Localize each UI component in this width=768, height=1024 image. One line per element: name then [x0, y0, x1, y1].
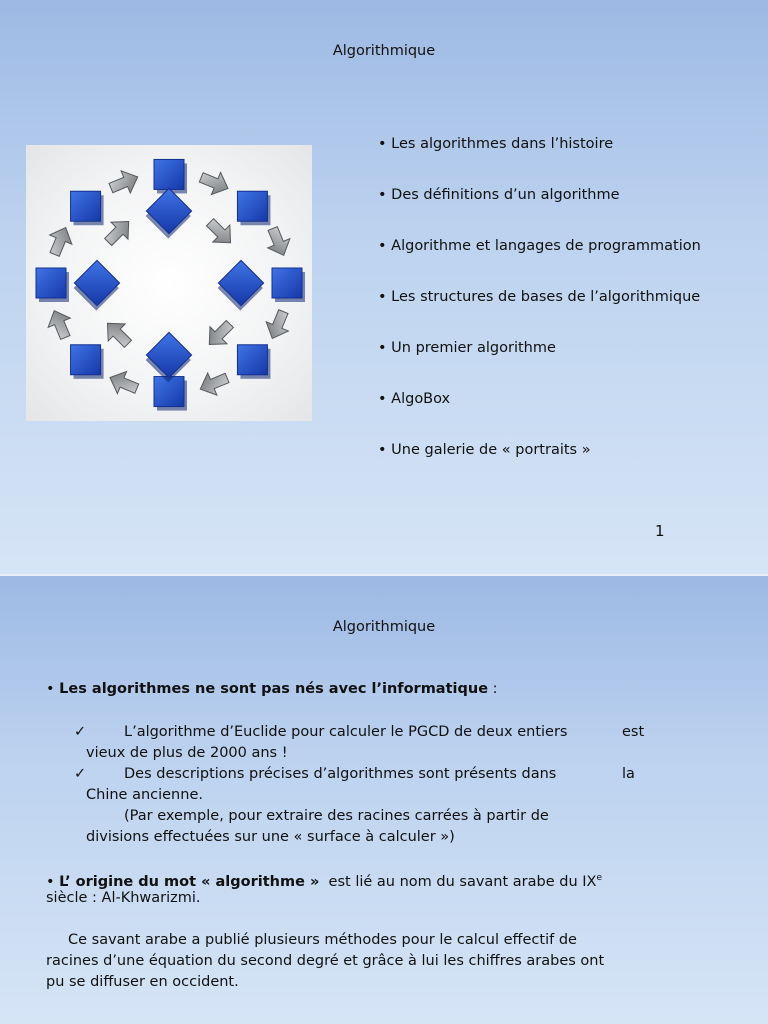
check-item-text: est	[622, 724, 645, 740]
blue-diamond-icon	[216, 260, 266, 310]
bullet: •	[46, 681, 55, 697]
paragraph-text: racines d’une équation du second degré et grâce à lui les chiffres arabes ont	[46, 953, 605, 969]
blue-cube-icon	[272, 268, 305, 302]
paragraph-origin-history	[46, 679, 746, 699]
text: siècle : Al-Khwarizmi.	[46, 890, 201, 906]
check-item-text: L’algorithme d’Euclide pour calculer le PGCD de deux entiers	[124, 724, 568, 740]
gray-arrow-icon	[261, 307, 294, 343]
check-item-text: Des descriptions précises d’algorithmes sont présents dans	[124, 766, 557, 782]
blue-diamond-icon	[144, 332, 194, 382]
example-text: (Par exemple, pour extraire des racines carrées à partir de	[124, 808, 549, 824]
blue-cube-icon	[154, 377, 187, 411]
bullet: •	[46, 873, 55, 890]
agenda-item: • Algorithme et langages de programmation	[378, 238, 701, 254]
check-item-text: Chine ancienne.	[86, 787, 203, 803]
check-icon: ✓	[74, 724, 87, 740]
bold-heading: L’ origine du mot « algorithme »	[59, 873, 320, 890]
blue-diamond-icon	[72, 260, 122, 310]
check-item-text: la	[622, 766, 635, 782]
gray-arrow-icon	[202, 214, 239, 251]
bold-heading: Les algorithmes ne sont pas nés avec l’informatique	[59, 681, 489, 697]
blue-cube-icon	[154, 159, 187, 193]
slide-title: Algorithmique	[332, 43, 436, 59]
check-icon: ✓	[74, 766, 87, 782]
blue-diamond-icon	[144, 188, 194, 238]
gray-arrow-icon	[105, 366, 141, 399]
agenda-item: • Des définitions d’un algorithme	[378, 187, 620, 203]
blue-cube-icon	[36, 268, 69, 302]
superscript: e	[596, 873, 603, 883]
blue-cube-icon	[71, 345, 104, 379]
check-item-text: vieux de plus de 2000 ans !	[86, 745, 288, 761]
slide-2	[0, 576, 768, 1024]
algorithm-cycle-illustration	[26, 145, 312, 421]
slide-title: Algorithmique	[332, 619, 436, 635]
gray-arrow-icon	[99, 315, 136, 352]
gray-arrow-icon	[100, 213, 137, 250]
text: est lié au nom du savant arabe du IX	[328, 873, 597, 890]
blue-cube-icon	[71, 191, 104, 225]
gray-arrow-icon	[106, 166, 142, 199]
blue-cube-icon	[237, 345, 270, 379]
blue-cube-icon	[237, 191, 270, 225]
agenda-item: • Une galerie de « portraits »	[378, 442, 591, 458]
page-number: 1	[655, 522, 665, 540]
gray-arrow-icon	[197, 166, 233, 199]
text: :	[488, 681, 498, 697]
gray-arrow-icon	[196, 367, 232, 400]
example-text: divisions effectuées sur une « surface à calculer »)	[86, 829, 455, 845]
gray-arrow-icon	[43, 306, 76, 342]
paragraph-text: pu se diffuser en occident.	[46, 974, 239, 990]
agenda-item: • Les structures de bases de l’algorithmique	[378, 289, 701, 305]
gray-arrow-icon	[44, 223, 77, 259]
gray-arrow-icon	[262, 224, 295, 260]
agenda-item: • AlgoBox	[378, 391, 451, 407]
paragraph-text: Ce savant arabe a publié plusieurs méthodes pour le calcul effectif de	[68, 932, 577, 948]
agenda-item: • Un premier algorithme	[378, 340, 556, 356]
gray-arrow-icon	[201, 316, 238, 353]
agenda-item: • Les algorithmes dans l’histoire	[378, 136, 614, 152]
